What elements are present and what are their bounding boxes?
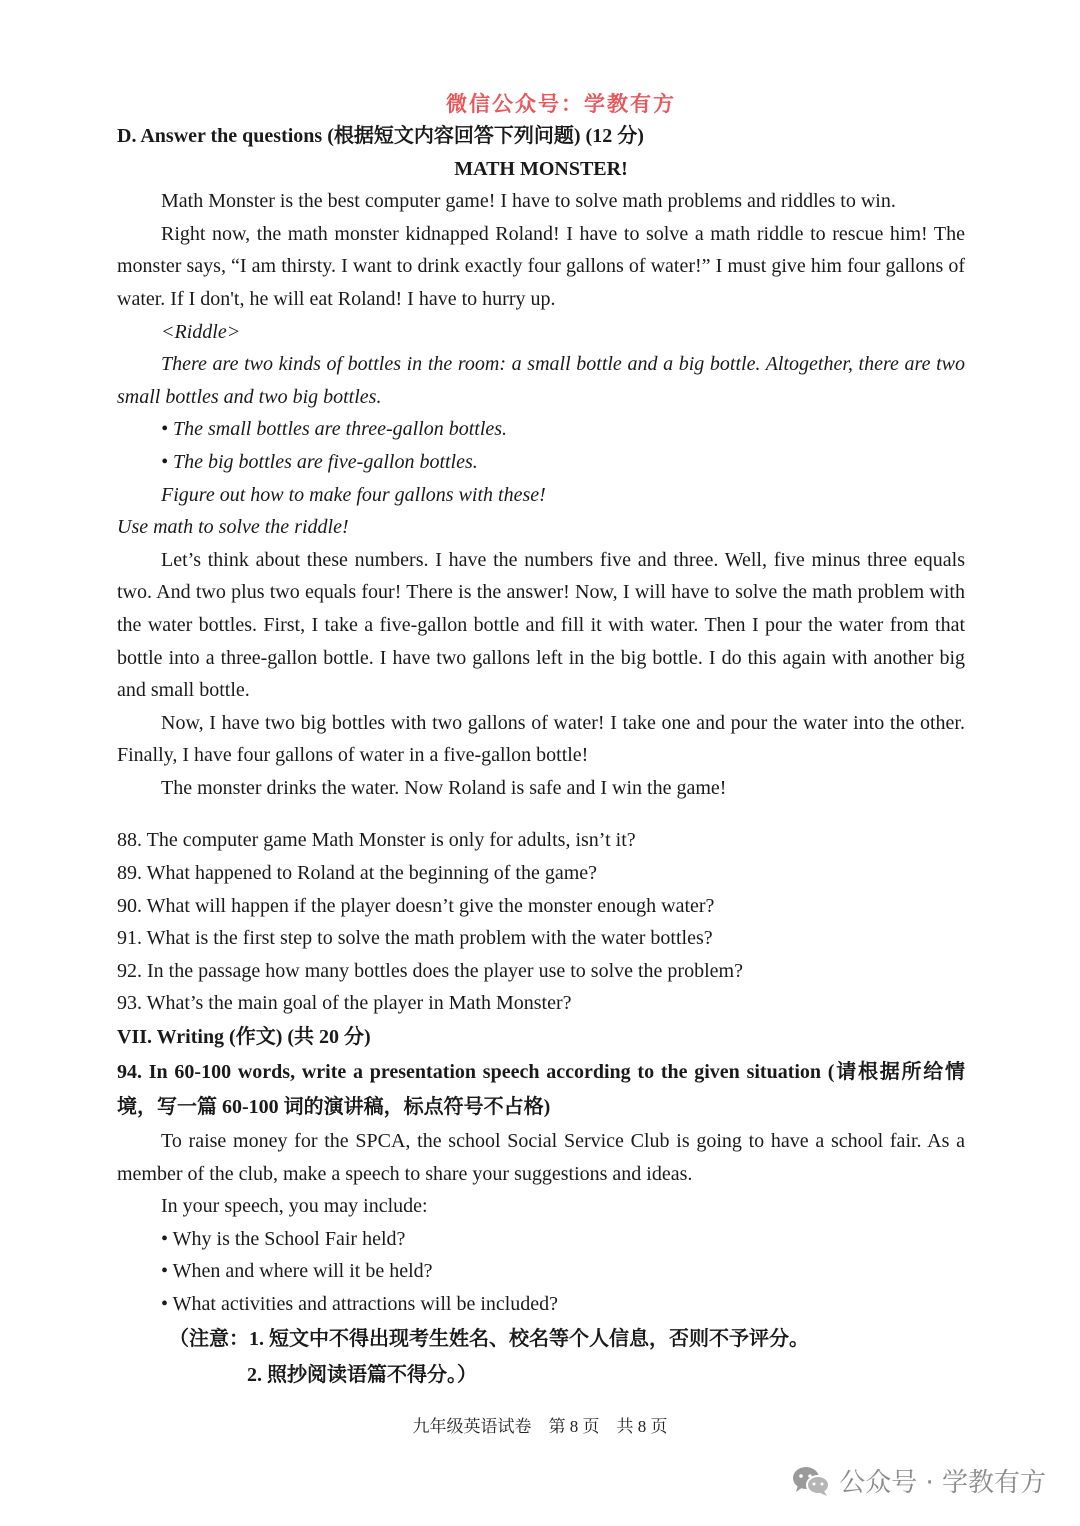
writing-include-intro: In your speech, you may include: <box>161 1195 428 1218</box>
writing-bullet-2: • When and where will it be held? <box>161 1260 433 1283</box>
riddle-label: <Riddle> <box>161 320 241 343</box>
paragraph-3: Let’s think about these numbers. I have the numbers five and three. Well, five minus three equals two. And two plus two equals four! There is the answer! Now, I will have to solve the math problem with the water bottles. First, I take a five-gallon bottle and fill it with water. Then I pour the water from that bottle into a three-gallon bottle. I have two gallons left in the big bottle. I do this again with another big and small bottle. <box>117 548 965 702</box>
paragraph-5: The monster drinks the water. Now Roland is safe and I win the game! <box>161 776 727 799</box>
wechat-icon <box>791 1464 831 1498</box>
passage-title: MATH MONSTER! <box>454 157 628 180</box>
watermark-bottom <box>791 1462 1046 1499</box>
section-d-heading: D. Answer the questions (根据短文内容回答下列问题) (12 分) <box>117 125 644 147</box>
paragraph-2: Right now, the math monster kidnapped Roland! I have to solve a math riddle to rescue him! The monster says, “I am thirsty. I want to drink exactly four gallons of water!” I must give him four gallons of water. If I don't, he will eat Roland! I have to hurry up. <box>117 222 965 310</box>
writing-note-2: 2. 照抄阅读语篇不得分。） <box>247 1363 477 1386</box>
question-89: 89. What happened to Roland at the beginning of the game? <box>117 862 598 885</box>
section-vii-heading: VII. Writing (作文) (共 20 分) <box>117 1026 371 1049</box>
exam-page <box>117 88 965 1393</box>
question-90: 90. What will happen if the player doesn’t give the monster enough water? <box>117 894 715 917</box>
paragraph-1: Math Monster is the best computer game! I have to solve math problems and riddles to win. <box>161 190 896 213</box>
riddle-figure-out: Figure out how to make four gallons with these! <box>161 483 546 506</box>
watermark-bottom-text: 公众号 · 学教有方 <box>839 1468 1046 1498</box>
writing-situation: To raise money for the SPCA, the school Social Service Club is going to have a school fair. As a member of the club, make a speech to share your suggestions and ideas. <box>117 1130 965 1185</box>
riddle-bullet-2: • The big bottles are five-gallon bottles. <box>161 450 478 473</box>
paragraph-4: Now, I have two big bottles with two gallons of water! I take one and pour the water into the other. Finally, I have four gallons of water in a five-gallon bottle! <box>117 711 965 767</box>
riddle-text: There are two kinds of bottles in the room: a small bottle and a big bottle. Altogether, there are two small bottles and two big bottles. <box>117 353 965 408</box>
riddle-use-math: Use math to solve the riddle! <box>117 516 349 539</box>
writing-bullet-1: • Why is the School Fair held? <box>161 1227 406 1250</box>
writing-bullet-3: • What activities and attractions will be included? <box>161 1293 559 1315</box>
question-91: 91. What is the first step to solve the math problem with the water bottles? <box>117 927 713 950</box>
question-92: 92. In the passage how many bottles does the player use to solve the problem? <box>117 959 743 982</box>
question-93: 93. What’s the main goal of the player in Math Monster? <box>117 992 572 1015</box>
question-94: 94. In 60-100 words, write a presentation speech according to the given situation (请根据所给情境，写一篇 60-100 词的演讲稿，标点符号不占格) <box>117 1061 965 1119</box>
riddle-bullet-1: • The small bottles are three-gallon bottles. <box>161 418 508 441</box>
writing-note-1: （注意：1. 短文中不得出现考生姓名、校名等个人信息，否则不予评分。 <box>169 1327 809 1350</box>
question-list <box>117 824 965 1020</box>
page-footer: 九年级英语试卷 第 8 页 共 8 页 <box>412 1417 668 1436</box>
watermark-top: 微信公众号：学教有方 <box>446 92 676 116</box>
question-88: 88. The computer game Math Monster is only for adults, isn’t it? <box>117 829 636 852</box>
